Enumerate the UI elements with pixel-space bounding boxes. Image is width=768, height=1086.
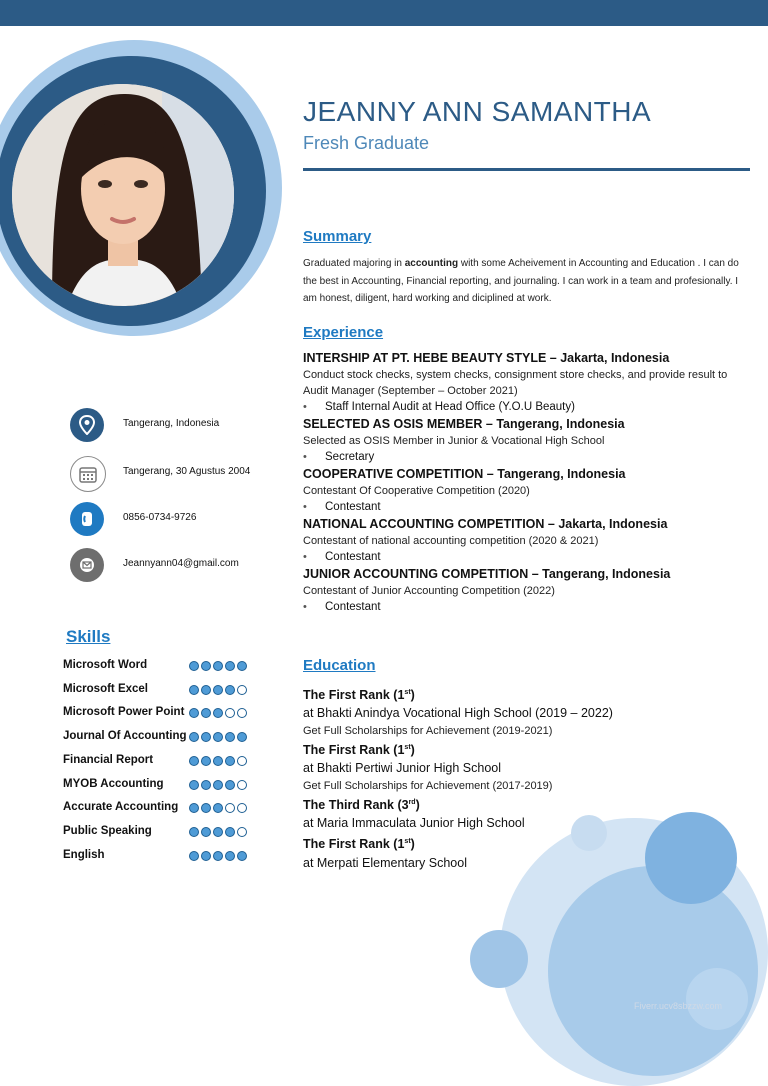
- experience-title: SELECTED AS OSIS MEMBER – Tangerang, Indonesia: [303, 417, 625, 431]
- experience-item: [303, 350, 753, 416]
- rating-dot-filled: [225, 685, 235, 695]
- rating-dot-empty: [237, 780, 247, 790]
- rating-dot-filled: [213, 685, 223, 695]
- summary-text: Graduated majoring in accounting with some Acheivement in Accounting and Education . I can do the best in Accounting, Financial reporting, and journaling. I can work in a team and profesionally. I am honest, diligent, hard working and diciplined at work.: [303, 258, 739, 304]
- experience-title: INTERSHIP AT PT. HEBE BEAUTY STYLE – Jakarta, Indonesia: [303, 351, 670, 365]
- skill-row: [63, 683, 263, 703]
- experience-item: [303, 466, 753, 516]
- education-school: at Bhakti Pertiwi Junior High School: [303, 761, 502, 776]
- candidate-title: Fresh Graduate: [303, 133, 430, 153]
- skill-rating: [189, 732, 247, 742]
- rating-dot-filled: [213, 803, 223, 813]
- rating-dot-filled: [225, 827, 235, 837]
- skill-name: MYOB Accounting: [63, 777, 164, 790]
- contact-phone: [70, 502, 270, 538]
- rating-dot-filled: [213, 756, 223, 766]
- rating-dot-filled: [225, 780, 235, 790]
- email-text: Jeannyann04@gmail.com: [123, 558, 239, 569]
- summary-heading: Summary: [303, 228, 372, 245]
- calendar-icon: [70, 456, 106, 492]
- education-note: Get Full Scholarships for Achievement (2017-2019): [303, 780, 553, 793]
- education-school: at Maria Immaculata Junior High School: [303, 816, 525, 831]
- skill-rating: [189, 827, 247, 837]
- profile-photo: [12, 84, 234, 306]
- skill-rating: [189, 756, 247, 766]
- education-note: Get Full Scholarships for Achievement (2019-2021): [303, 725, 553, 738]
- experience-bullet: • Contestant: [303, 499, 753, 516]
- rating-dot-filled: [213, 732, 223, 742]
- rating-dot-filled: [201, 685, 211, 695]
- birth-text: Tangerang, 30 Agustus 2004: [123, 466, 251, 477]
- rating-dot-filled: [189, 756, 199, 766]
- contact-email: [70, 548, 270, 584]
- experience-bullet: • Staff Internal Audit at Head Office (Y.O.U Beauty): [303, 399, 753, 416]
- rating-dot-filled: [213, 827, 223, 837]
- skill-row: [63, 659, 263, 679]
- skills-heading: Skills: [66, 627, 111, 646]
- experience-item: [303, 416, 753, 466]
- experience-item: [303, 566, 753, 616]
- skill-rating: [189, 780, 247, 790]
- rating-dot-filled: [189, 732, 199, 742]
- rating-dot-empty: [225, 803, 235, 813]
- skill-name: Journal Of Accounting: [63, 730, 187, 743]
- skill-name: Financial Report: [63, 753, 154, 766]
- rating-dot-filled: [213, 661, 223, 671]
- skill-name: Microsoft Power Point: [63, 706, 185, 719]
- skill-row: [63, 825, 263, 845]
- rating-dot-empty: [237, 803, 247, 813]
- education-item: [303, 684, 743, 739]
- rating-dot-empty: [237, 756, 247, 766]
- skill-rating: [189, 708, 247, 718]
- skill-name: Microsoft Word: [63, 659, 148, 671]
- education-item: [303, 739, 743, 794]
- experience-item: [303, 516, 753, 566]
- rating-dot-empty: [237, 685, 247, 695]
- education-heading: Education: [303, 657, 376, 674]
- rating-dot-filled: [189, 851, 199, 861]
- education-rank: The First Rank (1st): [303, 743, 415, 758]
- deco-circle-tiny: [686, 968, 748, 1030]
- rating-dot-filled: [213, 780, 223, 790]
- rating-dot-filled: [237, 732, 247, 742]
- education-school: at Bhakti Anindya Vocational High School (2019 – 2022): [303, 706, 613, 721]
- skill-rating: [189, 661, 247, 671]
- experience-desc: Contestant of national accounting competition (2020 & 2021): [303, 535, 599, 547]
- experience-list: [303, 350, 753, 616]
- rating-dot-filled: [237, 661, 247, 671]
- contact-location: [70, 408, 270, 444]
- rating-dot-empty: [237, 827, 247, 837]
- header-divider: [303, 168, 750, 171]
- rating-dot-filled: [225, 732, 235, 742]
- experience-desc: Contestant Of Cooperative Competition (2020): [303, 485, 530, 497]
- location-text: Tangerang, Indonesia: [123, 418, 220, 429]
- skill-row: [63, 849, 263, 869]
- email-icon: [70, 548, 104, 582]
- skill-rating: [189, 803, 247, 813]
- rating-dot-filled: [213, 851, 223, 861]
- education-rank: The First Rank (1st): [303, 837, 415, 852]
- deco-circle-left: [470, 930, 528, 988]
- experience-title: JUNIOR ACCOUNTING COMPETITION – Tangerang, Indonesia: [303, 567, 671, 581]
- rating-dot-filled: [189, 685, 199, 695]
- experience-title: COOPERATIVE COMPETITION – Tangerang, Indonesia: [303, 467, 626, 481]
- rating-dot-filled: [189, 708, 199, 718]
- rating-dot-filled: [237, 851, 247, 861]
- candidate-name: JEANNY ANN SAMANTHA: [303, 96, 652, 127]
- rating-dot-filled: [201, 661, 211, 671]
- location-pin-icon: [70, 408, 104, 442]
- education-rank: The First Rank (1st): [303, 688, 415, 703]
- rating-dot-filled: [201, 780, 211, 790]
- rating-dot-empty: [237, 708, 247, 718]
- rating-dot-filled: [201, 827, 211, 837]
- experience-bullet: • Contestant: [303, 549, 753, 566]
- watermark: Fiverr.ucv8sbzzw.com: [634, 1001, 723, 1011]
- experience-desc: Conduct stock checks, system checks, consignment store checks, and provide result to Audit Manager (September – October 2021): [303, 369, 728, 397]
- experience-bullet: • Contestant: [303, 599, 753, 616]
- skill-row: [63, 706, 263, 726]
- skill-name: English: [63, 848, 105, 861]
- skill-row: [63, 730, 263, 750]
- experience-bullet: • Secretary: [303, 449, 753, 466]
- rating-dot-filled: [189, 661, 199, 671]
- skill-name: Accurate Accounting: [63, 801, 179, 814]
- skill-rating: [189, 851, 247, 861]
- skill-row: [63, 754, 263, 774]
- rating-dot-filled: [213, 708, 223, 718]
- rating-dot-filled: [201, 851, 211, 861]
- education-list: [303, 684, 743, 873]
- rating-dot-filled: [189, 827, 199, 837]
- rating-dot-empty: [225, 708, 235, 718]
- skill-row: [63, 801, 263, 821]
- education-item: [303, 794, 743, 833]
- skill-name: Microsoft Excel: [63, 682, 148, 695]
- contact-birth: [70, 456, 270, 492]
- rating-dot-filled: [225, 756, 235, 766]
- rating-dot-filled: [225, 661, 235, 671]
- education-school: at Merpati Elementary School: [303, 855, 467, 870]
- rating-dot-filled: [189, 780, 199, 790]
- skill-name: Public Speaking: [63, 824, 152, 837]
- experience-heading: Experience: [303, 324, 384, 341]
- rating-dot-filled: [201, 803, 211, 813]
- phone-text: 0856-0734-9726: [123, 512, 197, 523]
- rating-dot-filled: [201, 732, 211, 742]
- top-bar: [0, 0, 768, 26]
- experience-title: NATIONAL ACCOUNTING COMPETITION – Jakarta, Indonesia: [303, 517, 668, 531]
- skill-row: [63, 778, 263, 798]
- education-rank: The Third Rank (3rd): [303, 798, 420, 813]
- rating-dot-filled: [189, 803, 199, 813]
- rating-dot-filled: [201, 708, 211, 718]
- rating-dot-filled: [225, 851, 235, 861]
- education-item: [303, 833, 743, 872]
- experience-desc: Selected as OSIS Member in Junior & Vocational High School: [303, 435, 605, 447]
- phone-icon: [70, 502, 104, 536]
- portrait-illustration: [12, 84, 234, 306]
- rating-dot-filled: [201, 756, 211, 766]
- skill-rating: [189, 685, 247, 695]
- experience-desc: Contestant of Junior Accounting Competition (2022): [303, 585, 555, 597]
